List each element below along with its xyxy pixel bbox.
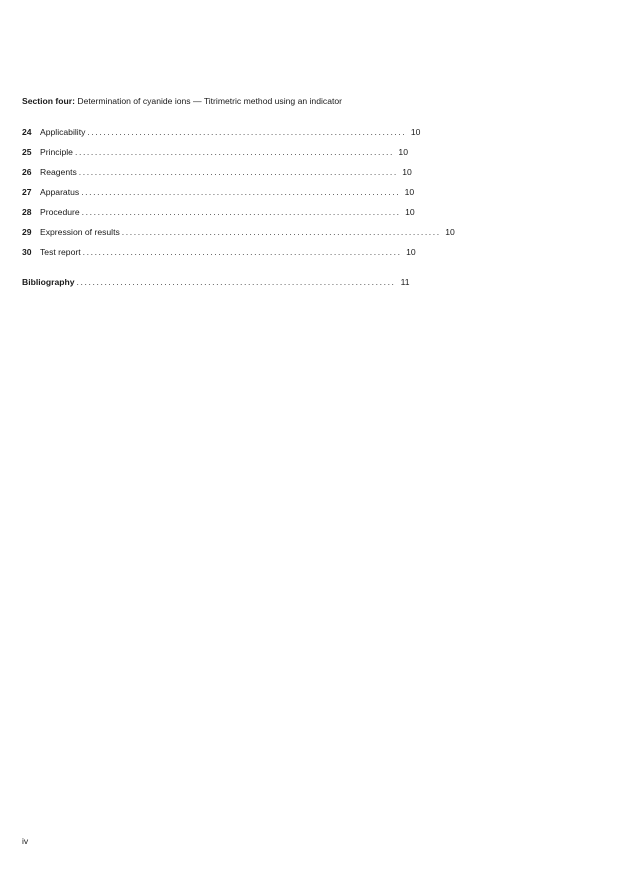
toc-leader-dots: ................................................................................ bbox=[74, 147, 394, 157]
toc-entry-title: Applicability bbox=[40, 127, 86, 137]
toc-entry-title: Bibliography bbox=[22, 277, 75, 287]
page-number: iv bbox=[22, 836, 29, 846]
toc-entry-page: 10 bbox=[404, 187, 415, 197]
toc-entry-procedure[interactable] bbox=[22, 206, 415, 218]
toc-entry-title: Procedure bbox=[40, 207, 80, 217]
toc-entry-number: 29 bbox=[22, 227, 32, 237]
toc-entry-number: 26 bbox=[22, 167, 32, 177]
toc-entry-expression-of-results[interactable] bbox=[22, 226, 455, 238]
toc-entry-page: 10 bbox=[406, 247, 416, 257]
toc-leader-dots: ................................................................................ bbox=[87, 127, 407, 137]
toc-entry-test-report[interactable] bbox=[22, 246, 416, 258]
toc-leader-dots: ................................................................................ bbox=[78, 167, 398, 177]
toc-leader-dots: ................................................................................ bbox=[121, 227, 441, 237]
toc-entry-apparatus[interactable] bbox=[22, 186, 415, 198]
toc-entry-number: 30 bbox=[22, 247, 32, 257]
toc-entry-reagents[interactable] bbox=[22, 166, 412, 178]
toc-entry-page: 11 bbox=[400, 277, 410, 287]
toc-entry-principle[interactable] bbox=[22, 146, 408, 158]
toc-leader-dots: ................................................................................ bbox=[82, 247, 402, 257]
toc-entry-number: 24 bbox=[22, 127, 32, 137]
toc-entry-title: Apparatus bbox=[40, 187, 80, 197]
toc-entry-title: Expression of results bbox=[40, 227, 120, 237]
toc-entry-page: 10 bbox=[410, 127, 421, 137]
toc-leader-dots: ................................................................................ bbox=[81, 207, 401, 217]
toc-entry-title: Principle bbox=[40, 147, 73, 157]
toc-entry-title: Reagents bbox=[40, 167, 77, 177]
toc-entry-page: 10 bbox=[405, 207, 415, 217]
section-label: Section four: bbox=[22, 96, 75, 106]
section-heading bbox=[22, 96, 352, 107]
toc-leader-dots: ................................................................................ bbox=[81, 187, 401, 197]
toc-entry-applicability[interactable] bbox=[22, 126, 421, 138]
toc-entry-page: 10 bbox=[398, 147, 408, 157]
toc-entry-bibliography[interactable] bbox=[22, 276, 410, 288]
toc-entry-page: 10 bbox=[402, 167, 412, 177]
toc-entry-number: 28 bbox=[22, 207, 32, 217]
toc-entry-number: 27 bbox=[22, 187, 32, 197]
section-title: Determination of cyanide ions — Titrimetric method using an indicator bbox=[77, 96, 343, 106]
toc-entry-page: 10 bbox=[445, 227, 455, 237]
toc-leader-dots: ................................................................................ bbox=[76, 277, 396, 287]
toc-entry-number: 25 bbox=[22, 147, 32, 157]
toc-entry-title: Test report bbox=[40, 247, 81, 257]
